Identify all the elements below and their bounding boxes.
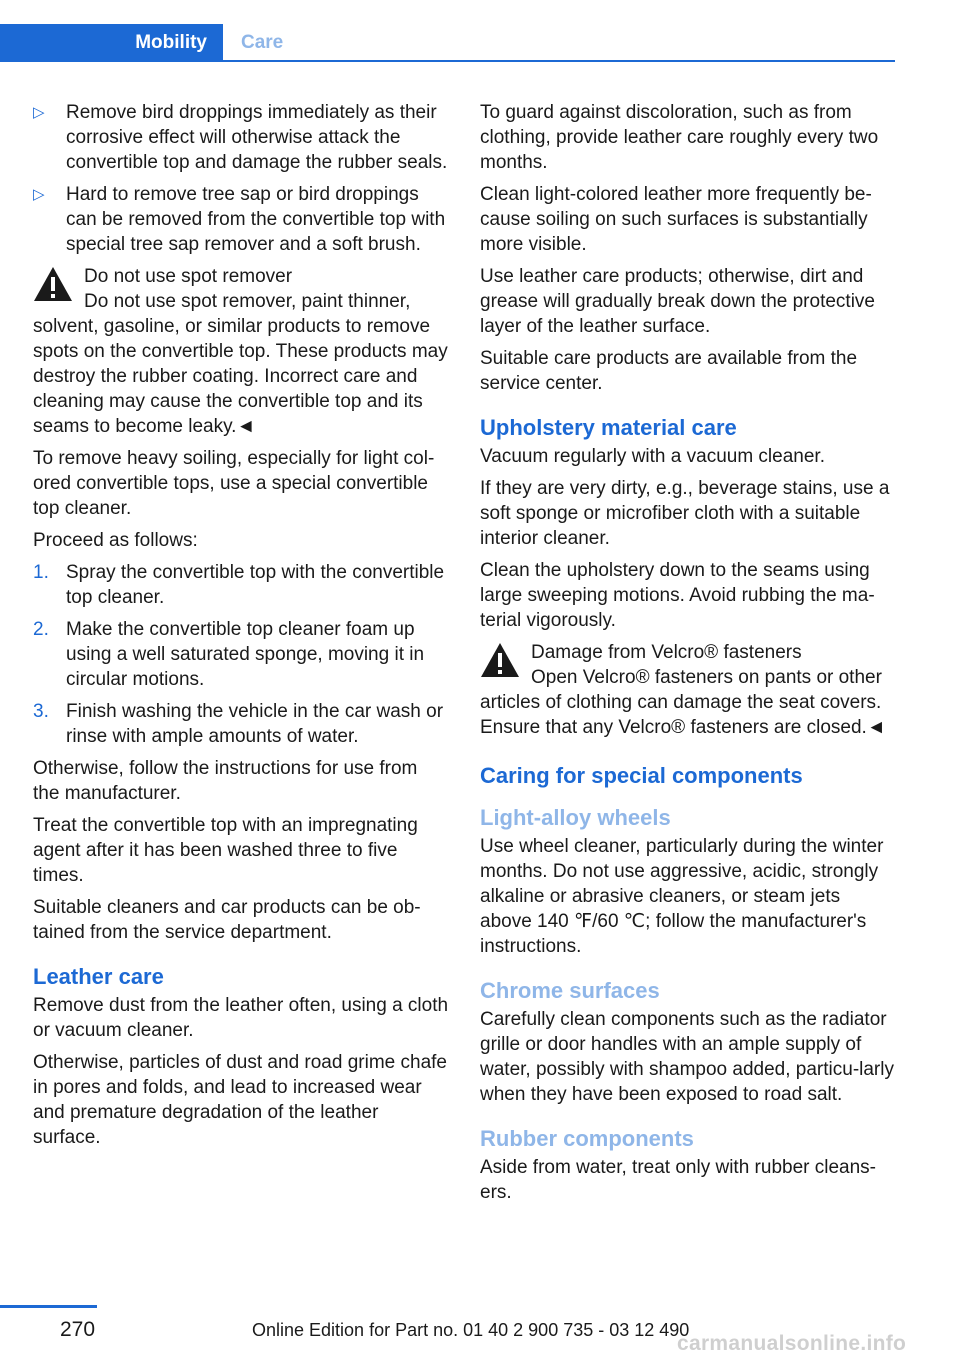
paragraph: If they are very dirty, e.g., beverage stains, use a soft sponge or microfiber cloth with a suitable interior cleaner.: [480, 478, 890, 549]
section-heading: Leather care: [33, 964, 164, 989]
paragraph: Clean light-colored leather more frequently be‐cause soiling on such surfaces is substantially more visible.: [480, 184, 872, 255]
list-item: [33, 560, 449, 610]
step-number: 3.: [33, 701, 49, 722]
subsection-heading: Rubber components: [480, 1126, 694, 1151]
subsection-heading: Chrome surfaces: [480, 978, 660, 1003]
list-item: [33, 100, 449, 175]
left-column: [33, 100, 449, 1157]
warning-title: Do not use spot remover: [84, 266, 293, 287]
list-item: [33, 182, 449, 257]
paragraph: Otherwise, particles of dust and road grime chafe in pores and folds, and lead to increased wear and premature degradation of the leather surface.: [33, 1052, 447, 1148]
header-rule: [0, 60, 895, 62]
step-text: Finish washing the vehicle in the car wash or rinse with ample amounts of water.: [66, 701, 444, 747]
bullet-text: Hard to remove tree sap or bird droppings can be removed from the convertible top with special tree sap remover and a soft brush.: [66, 184, 446, 255]
step-number: 1.: [33, 562, 49, 583]
page-header: [0, 24, 895, 62]
edition-note: Online Edition for Part no. 01 40 2 900 735 - 03 12 490: [252, 1320, 690, 1340]
warning-box: [33, 264, 449, 439]
warning-text: Open Velcro® fasteners on pants or other articles of clothing can damage the seat covers. Ensure that any Velcro® fasteners are closed.◄: [480, 667, 886, 738]
page-number: 270: [60, 1318, 96, 1341]
section-heading: Upholstery material care: [480, 415, 737, 440]
tab-care[interactable]: Care: [241, 32, 284, 53]
paragraph: Carefully clean components such as the radiator grille or door handles with an ample supply of water, possibly with shampoo added, particu‐larly when they have been exposed to road salt.: [480, 1009, 894, 1105]
paragraph: Proceed as follows:: [33, 530, 198, 551]
paragraph: Suitable care products are available from the service center.: [480, 348, 858, 394]
warning-triangle-icon: [480, 642, 520, 678]
paragraph: Treat the convertible top with an impregnating agent after it has been washed three to five times.: [33, 815, 418, 886]
paragraph: Remove dust from the leather often, using a cloth or vacuum cleaner.: [33, 995, 449, 1041]
warning-triangle-icon: [33, 266, 73, 302]
step-text: Make the convertible top cleaner foam up using a well saturated sponge, moving it in circular motions.: [66, 619, 425, 690]
list-item: [33, 699, 449, 749]
paragraph: Suitable cleaners and car products can be ob‐tained from the service department.: [33, 897, 421, 943]
paragraph: Use leather care products; otherwise, dirt and grease will gradually break down the protective layer of the leather surface.: [480, 266, 875, 337]
warning-title: Damage from Velcro® fasteners: [531, 642, 802, 663]
paragraph: Otherwise, follow the instructions for use from the manufacturer.: [33, 758, 418, 804]
paragraph: Vacuum regularly with a vacuum cleaner.: [480, 446, 825, 467]
triangle-right-icon: ▷: [33, 104, 45, 121]
section-heading: Caring for special components: [480, 763, 803, 788]
paragraph: To remove heavy soiling, especially for light col‐ored convertible tops, use a special convertible top cleaner.: [33, 448, 435, 519]
paragraph: To guard against discoloration, such as from clothing, provide leather care roughly every two months.: [480, 102, 879, 173]
paragraph: Clean the upholstery down to the seams using large sweeping motions. Avoid rubbing the ma‐terial vigorously.: [480, 560, 875, 631]
step-number: 2.: [33, 619, 49, 640]
warning-box: [480, 640, 896, 740]
list-item: [33, 617, 449, 692]
bullet-text: Remove bird droppings immediately as their corrosive effect will otherwise attack the convertible top and damage the rubber seals.: [66, 102, 448, 173]
triangle-right-icon: ▷: [33, 186, 45, 203]
paragraph: Use wheel cleaner, particularly during the winter months. Do not use aggressive, acidic, strongly alkaline or abrasive cleaners, or steam jets above 140 ℉/60 ℃; follow the manufacturer's instructions.: [480, 836, 884, 957]
watermark: carmanualsonline.info: [677, 1332, 907, 1355]
paragraph: Aside from water, treat only with rubber cleans‐ers.: [480, 1157, 877, 1203]
footer-rule: [0, 1305, 97, 1308]
warning-text: Do not use spot remover, paint thinner, solvent, gasoline, or similar products to remove spots on the convertible top. These products may destroy the rubber coating. Incorrect care and cleaning may cause the convertible top and its seams to become leaky.◄: [33, 291, 448, 437]
subsection-heading: Light-alloy wheels: [480, 805, 671, 830]
step-text: Spray the convertible top with the convertible top cleaner.: [66, 562, 445, 608]
tab-mobility[interactable]: Mobility: [0, 24, 223, 62]
right-column: [480, 100, 896, 1212]
